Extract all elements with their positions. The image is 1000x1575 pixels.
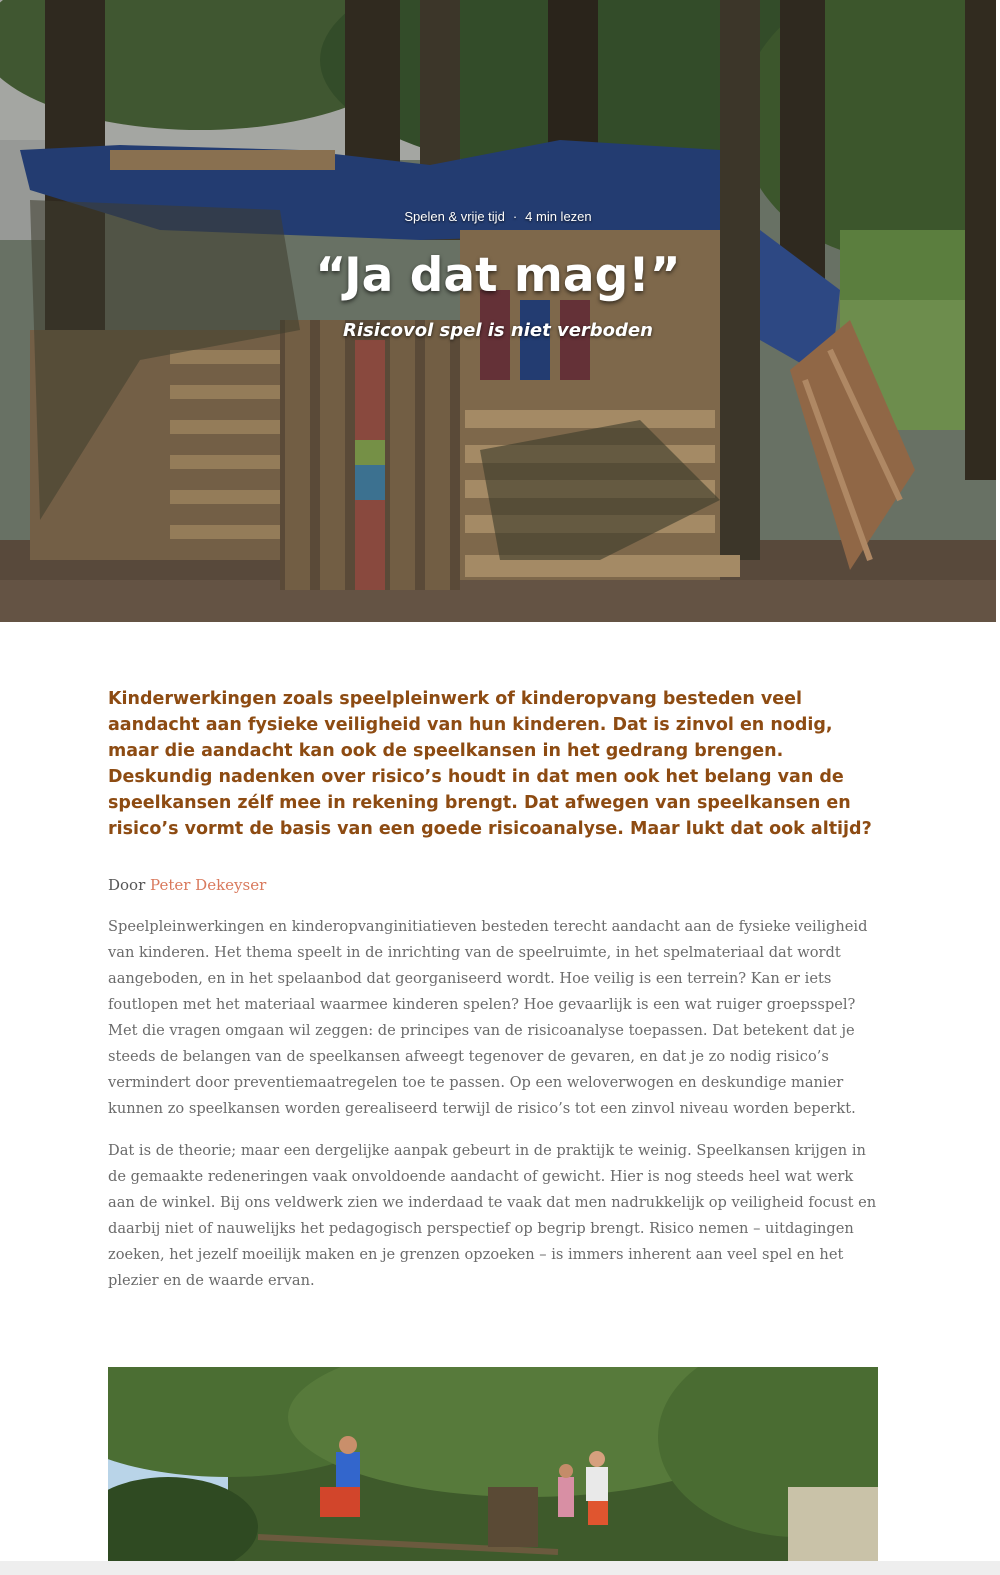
page-subtitle: Risicovol spel is niet verboden <box>343 320 653 341</box>
paragraph-2: Dat is de theorie; maar een dergelijke aanpak gebeurt in de praktijk te weinig. Speelkansen krijgen in de gemaakte redeneringen vaak onvoldoende aandacht of gewicht. Hier is nog steeds heel wat werk aan de winkel. Bij ons veldwerk zien we inderdaad te vaak dat men nadrukkelijk op veiligheid focust en daarbij niet of nauwelijks het pedagogisch perspectief op begrip brengt. Risico nemen – uitdagingen zoeken, het jezelf moeilijk maken en je grenzen opzoeken – is immers inherent aan veel spel en het plezier en de waarde ervan. <box>108 1142 877 1289</box>
page-title: “Ja dat mag!” <box>315 248 681 303</box>
byline-prefix: Door <box>108 876 146 894</box>
article-lead: Kinderwerkingen zoals speelpleinwerk of kinderopvang besteden veel aandacht aan fysieke veiligheid van hun kinderen. Dat is zinvol en nodig, maar die aandacht kan ook de speelkansen in het gedrang brengen. Deskundig nadenken over risico’s houdt in dat men ook het belang van de speelkansen zélf mee in rekening brengt. Dat afwegen van speelkansen en risico’s vormt de basis van een goede risicoanalyse. Maar lukt dat ook altijd? <box>108 689 872 839</box>
hero-overlay <box>0 0 996 622</box>
article-photo <box>108 1367 878 1561</box>
author-link[interactable]: Peter Dekeyser <box>150 876 267 894</box>
article-body <box>108 686 878 1294</box>
category-link[interactable]: Spelen & vrije tijd <box>404 209 505 224</box>
byline <box>108 876 878 894</box>
read-time: 4 min lezen <box>525 209 592 224</box>
children-playing-photo <box>108 1367 878 1561</box>
paragraph-1: Speelpleinwerkingen en kinderopvanginitiatieven besteden terecht aandacht aan de fysieke veiligheid van kinderen. Het thema speelt in de inrichting van de speelruimte, in het spelmateriaal dat wordt aangeboden, en in het spelaanbod dat georganiseerd wordt. Hoe veilig is een terrein? Kan er iets foutlopen met het materiaal waarmee kinderen spelen? Hoe gevaarlijk is een wat ruiger groepsspel? Met die vragen omgaan wil zeggen: de principes van de risicoanalyse toepassen. Dat betekent dat je steeds de belangen van de speelkansen afweegt tegenover de gevaren, en dat je zo nodig risico’s vermindert door preventiemaatregelen toe te passen. Op een weloverwogen en deskundige manier kunnen zo speelkansen worden gerealiseerd terwijl de risico’s tot een zinvol niveau worden beperkt. <box>108 918 868 1117</box>
meta-separator: · <box>512 209 518 224</box>
hero-banner <box>0 0 996 622</box>
article-meta <box>0 209 996 224</box>
bottom-scroll-edge <box>0 1561 1000 1575</box>
